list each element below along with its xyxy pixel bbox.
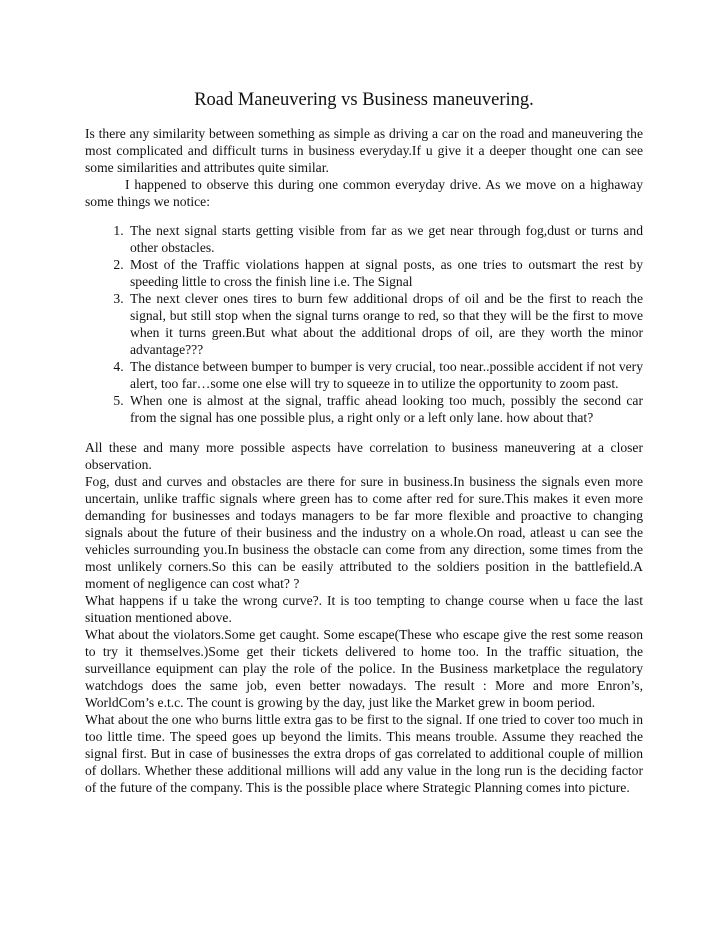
intro-paragraph: I happened to observe this during one common everyday drive. As we move on a highaway some things we notice: xyxy=(85,177,643,209)
body-paragraph: Fog, dust and curves and obstacles are there for sure in business.In business the signals even more uncertain, unlike traffic signals where green has to come after red for sure.This makes it even more demanding for businesses and todays managers to be far more flexible and proactive to changing signals about the future of their business and the industry on a whole.On road, atleast u can see the vehicles surrounding you.In business the obstacle can come from any direction, some times from the most unlikely corners.So this can be easily attributed to the soldiers position in the battlefield.A moment of negligence can cost what? ? xyxy=(85,474,643,591)
body-paragraph: What happens if u take the wrong curve?. It is too tempting to change course when u face the last situation mentioned above. xyxy=(85,593,643,625)
body-paragraph: All these and many more possible aspects have correlation to business maneuvering at a closer observation. xyxy=(85,440,643,472)
body-paragraph: What about the one who burns little extra gas to be first to the signal. If one tried to cover too much in too little time. The speed goes up beyond the limits. This means trouble. Assume they reached the signal first. But in case of businesses the extra drops of gas correlated to additional couple of million of dollars. Whether these additional millions will add any value in the long run is the deciding factor of the future of the company. This is the possible place where Strategic Planning comes into picture. xyxy=(85,712,643,795)
document-page xyxy=(85,88,643,796)
observations-list xyxy=(85,222,643,426)
list-item: 2. Most of the Traffic violations happen at signal posts, as one tries to outsmart the rest by speeding little to cross the finish line i.e. The Signal xyxy=(127,256,643,290)
list-item: 4. The distance between bumper to bumper is very crucial, too near..possible accident if not very alert, too far…some one else will try to squeeze in to utilize the opportunity to zoom past. xyxy=(127,358,643,392)
document-title: Road Maneuvering vs Business maneuvering. xyxy=(194,90,534,110)
list-item: 5. When one is almost at the signal, traffic ahead looking too much, possibly the second car from the signal has one possible plus, a right only or a left only lane. how about that? xyxy=(127,392,643,426)
list-item: 1. The next signal starts getting visible from far as we get near through fog,dust or turns and other obstacles. xyxy=(127,222,643,256)
list-item: 3. The next clever ones tires to burn few additional drops of oil and be the first to reach the signal, but still stop when the signal turns orange to red, so that they will be the first to move when it turns green.But what about the additional drops of oil, are they worth the minor advantage??? xyxy=(127,290,643,358)
body-paragraph: What about the violators.Some get caught. Some escape(These who escape give the rest some reason to try it themselves.)Some get their tickets delivered to home too. In the traffic situation, the surveillance equipment can play the role of the police. In the Business marketplace the regulatory watchdogs does the same job, even better nowadays. The result : More and more Enron’s, WorldCom’s e.t.c. The count is growing by the day, just like the Market grew in boom period. xyxy=(85,627,643,710)
intro-paragraph: Is there any similarity between something as simple as driving a car on the road and maneuvering the most complicated and difficult turns in business everyday.If u give it a deeper thought one can see some similarities and attributes quite similar. xyxy=(85,126,643,175)
